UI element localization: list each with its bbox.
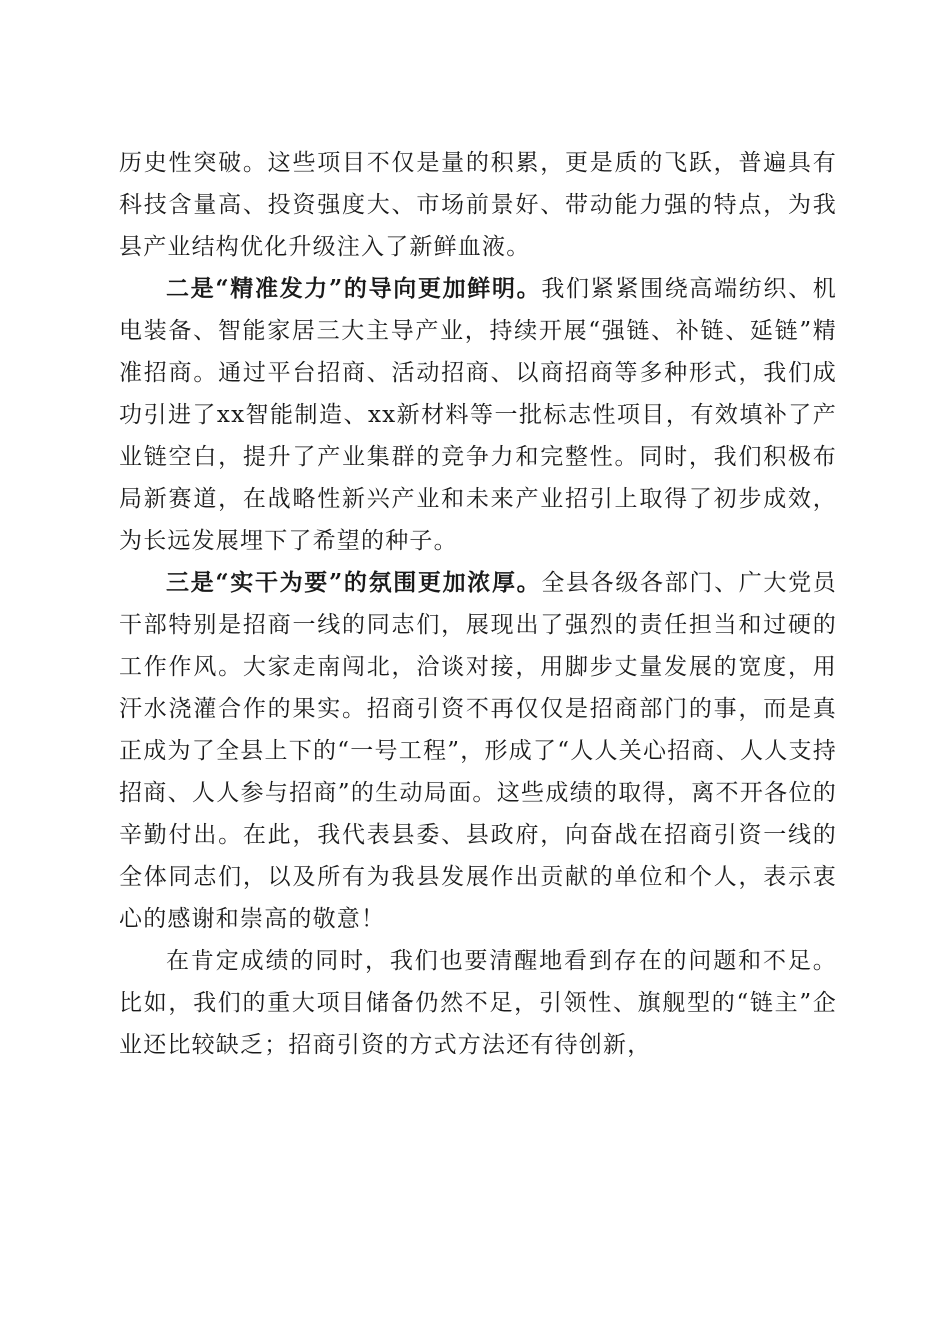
paragraph-text: 历史性突破。这些项目不仅是量的积累，更是质的飞跃，普遍具有科技含量高、投资强度大、市场前景好、带动能力强的特点，为我县产业结构优化升级注入了新鲜血液。 [119, 150, 837, 260]
paragraph-continuation [119, 142, 837, 268]
paragraph-second-point [119, 268, 837, 562]
paragraph-text: 全县各级各部门、广大党员干部特别是招商一线的同志们，展现出了强烈的责任担当和过硬的工作作风。大家走南闯北，洽谈对接，用脚步丈量发展的宽度，用汗水浇灌合作的果实。招商引资不再仅仅是招商部门的事，而是真正成为了全县上下的“一号工程”，形成了“人人关心招商、人人支持招商、人人参与招商”的生动局面。这些成绩的取得，离不开各位的辛勤付出。在此，我代表县委、县政府，向奋战在招商引资一线的全体同志们，以及所有为我县发展作出贡献的单位和个人，表示衷心的感谢和崇高的敬意！ [119, 570, 837, 932]
document-body [119, 142, 837, 1066]
paragraph-heading: 二是“精准发力”的导向更加鲜明。 [166, 275, 542, 302]
paragraph-problems [119, 940, 837, 1066]
paragraph-text: 我们紧紧围绕高端纺织、机电装备、智能家居三大主导产业，持续开展“强链、补链、延链”精准招商。通过平台招商、活动招商、以商招商等多种形式，我们成功引进了xx智能制造、xx新材料等一批标志性项目，有效填补了产业链空白，提升了产业集群的竞争力和完整性。同时，我们积极布局新赛道，在战略性新兴产业和未来产业招引上取得了初步成效，为长远发展埋下了希望的种子。 [119, 276, 837, 554]
paragraph-text: 在肯定成绩的同时，我们也要清醒地看到存在的问题和不足。比如，我们的重大项目储备仍然不足，引领性、旗舰型的“链主”企业还比较缺乏；招商引资的方式方法还有待创新， [119, 948, 837, 1058]
paragraph-heading: 三是“实干为要”的氛围更加浓厚。 [166, 569, 542, 596]
paragraph-third-point [119, 562, 837, 940]
